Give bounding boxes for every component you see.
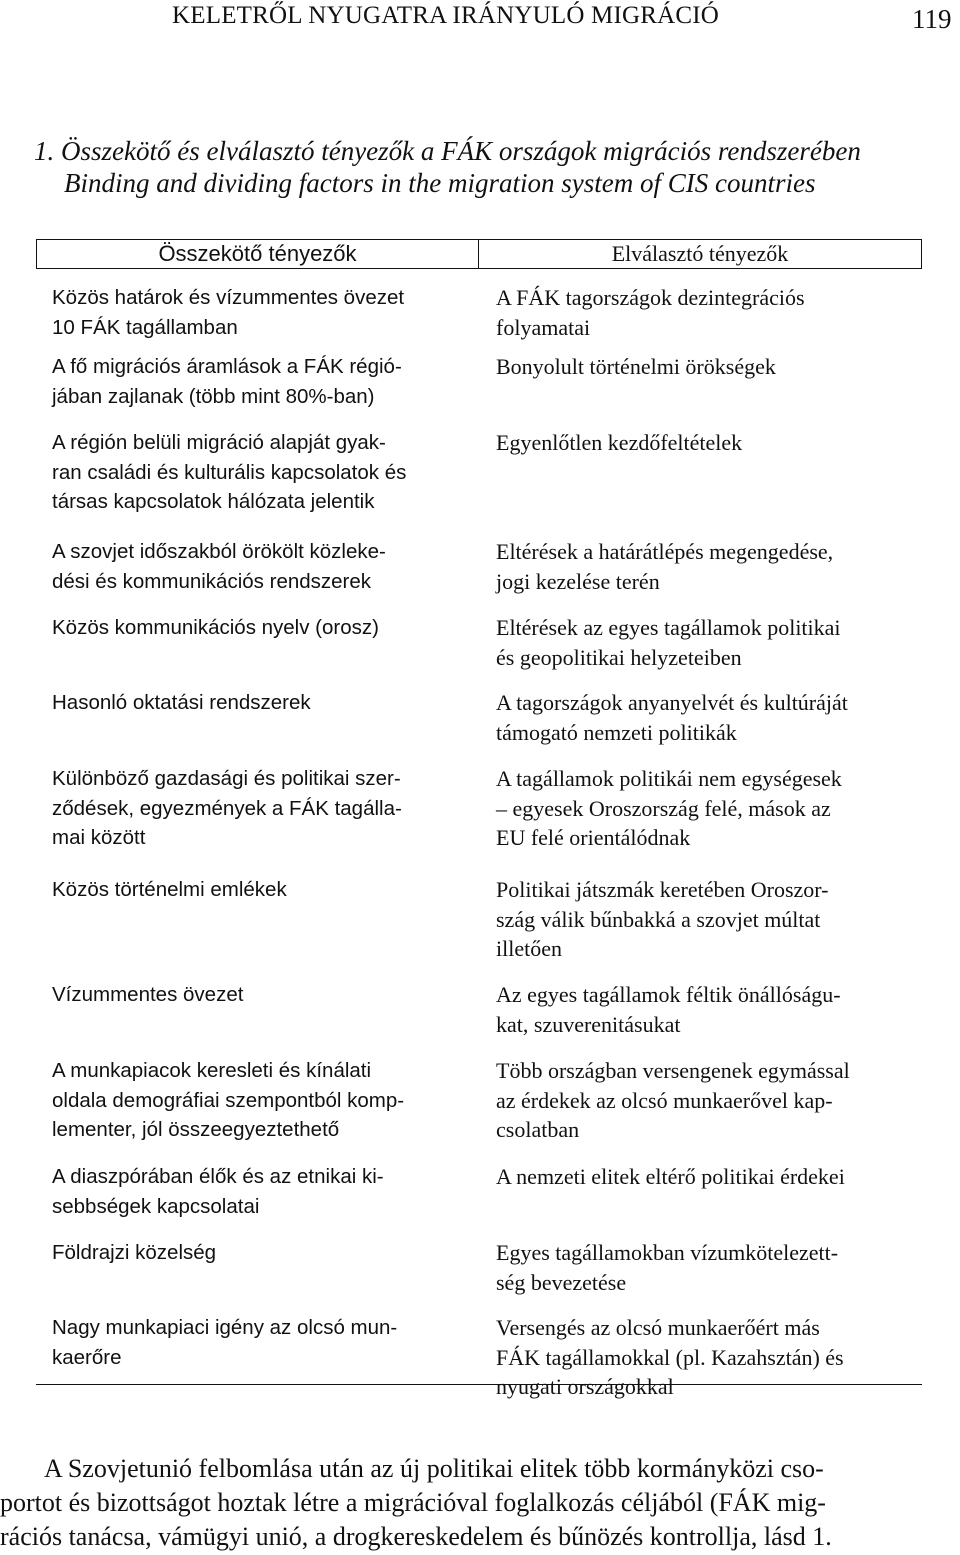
page-header [0, 0, 960, 40]
binding-factor-cell [52, 1313, 397, 1372]
dividing-factor-cell-line: az érdekek az olcsó munkaerővel kap- [496, 1087, 833, 1113]
binding-factor-cell-line: oldala demográfiai szempontból komp- [52, 1088, 405, 1112]
binding-factor-cell-line: társas kapcsolatok hálózata jelentik [52, 490, 375, 513]
binding-factor-cell-line: Közös kommunikációs nyelv (orosz) [52, 616, 379, 639]
dividing-factor-cell [496, 764, 842, 853]
dividing-factor-cell-line: Egyes tagállamokban vízumkötelezett- [496, 1240, 839, 1265]
binding-factor-cell [52, 537, 386, 596]
caption-english: Binding and dividing factors in the migration system of CIS countries [64, 168, 816, 198]
binding-factor-cell [52, 980, 243, 1010]
binding-factor-cell [52, 428, 406, 517]
binding-factor-cell-line: Közös történelmi emlékek [52, 878, 287, 901]
dividing-factor-cell-line: Egyenlőtlen kezdőfeltételek [496, 430, 743, 455]
binding-factor-cell [52, 1056, 404, 1145]
binding-factor-cell-line: mai között [52, 826, 146, 849]
dividing-factor-cell-line: és geopolitikai helyzeteiben [496, 644, 742, 670]
binding-factor-cell-line: A munkapiacok keresleti és kínálati [52, 1059, 372, 1082]
dividing-factor-cell-line: Eltérések a határátlépés megengedése, [496, 539, 834, 564]
binding-factor-cell [52, 1238, 216, 1268]
dividing-factor-cell-line: A nemzeti elitek eltérő politikai érdekei [496, 1164, 845, 1189]
dividing-factor-cell [496, 537, 833, 596]
paragraph-line: portot és bizottságot hoztak létre a migrációval foglalkozás céljából (FÁK mig- [0, 1488, 826, 1517]
paragraph-line: A Szovjetunió felbomlása után az új politikai elitek több kormányközi cso- [44, 1454, 824, 1483]
binding-factor-cell [52, 283, 404, 342]
binding-factor-cell-line: Közös határok és vízummentes övezet [52, 286, 405, 309]
binding-factor-cell-line: A fő migrációs áramlások a FÁK régió- [52, 355, 402, 378]
binding-factor-cell [52, 764, 402, 853]
binding-factor-cell-line: ződések, egyezmények a FÁK tagálla- [52, 796, 402, 820]
dividing-factor-cell-line: EU felé orientálódnak [496, 825, 691, 850]
dividing-factor-cell-line: ség bevezetése [496, 1269, 627, 1295]
binding-factor-cell [52, 352, 402, 411]
paragraph-line: rációs tanácsa, vámügyi unió, a drogkereskedelem és bűnözés kontrollja, lásd 1. [0, 1522, 832, 1551]
dividing-factor-cell-line: szág válik bűnbakká a szovjet múltat [496, 906, 821, 932]
dividing-factor-cell-line: A tagországok anyanyelvét és kultúráját [496, 690, 848, 715]
dividing-factor-cell-line: illetően [496, 936, 562, 961]
binding-factor-cell-line: jában zajlanak (több mint 80%-ban) [52, 384, 375, 408]
binding-factor-cell-line: Földrajzi közelség [52, 1241, 217, 1264]
binding-factor-cell-line: Nagy munkapiaci igény az olcsó mun- [52, 1316, 398, 1339]
dividing-factor-cell [496, 1162, 845, 1192]
dividing-factor-cell-line: FÁK tagállamokkal (pl. Kazahsztán) és [496, 1344, 844, 1370]
dividing-factor-cell-line: Bonyolult történelmi örökségek [496, 354, 776, 379]
dividing-factor-cell-line: Az egyes tagállamok féltik önállóságu- [496, 982, 841, 1007]
binding-factor-cell-line: dési és kommunikációs rendszerek [52, 569, 372, 593]
table-caption [34, 135, 954, 199]
page-number: 119 [912, 4, 952, 34]
dividing-factor-cell-line: kat, szuverenitásukat [496, 1011, 681, 1037]
binding-factor-cell-line: kaerőre [52, 1345, 122, 1369]
dividing-factor-cell-line: csolatban [496, 1117, 580, 1142]
binding-factor-cell-line: Különböző gazdasági és politikai szer- [52, 767, 401, 790]
header-binding-factors: Összekötő tényezők [36, 239, 479, 269]
dividing-factor-cell [496, 875, 829, 964]
binding-factor-cell [52, 875, 287, 905]
dividing-factor-cell-line: folyamatai [496, 314, 591, 340]
dividing-factor-cell [496, 980, 841, 1039]
dividing-factor-cell [496, 1056, 850, 1145]
binding-factor-cell-line: 10 FÁK tagállamban [52, 315, 238, 339]
dividing-factor-cell-line: Politikai játszmák keretében Oroszor- [496, 877, 829, 902]
dividing-factor-cell [496, 1238, 838, 1297]
binding-factor-cell-line: lementer, jól összeegyeztethető [52, 1118, 340, 1141]
dividing-factor-cell-line: – egyesek Oroszország felé, mások az [496, 795, 831, 821]
binding-factor-cell [52, 613, 379, 643]
body-paragraph [0, 1452, 960, 1554]
dividing-factor-cell-line: A FÁK tagországok dezintegrációs [496, 285, 805, 310]
dividing-factor-cell-line: Versengés az olcsó munkaerőért más [496, 1315, 820, 1340]
dividing-factor-cell [496, 1313, 844, 1402]
dividing-factor-cell-line: Eltérések az egyes tagállamok politikai [496, 615, 841, 640]
binding-factor-cell [52, 688, 311, 718]
dividing-factor-cell-line: Több országban versengenek egymással [496, 1058, 850, 1083]
dividing-factor-cell [496, 352, 776, 382]
binding-factor-cell-line: A diaszpórában élők és az etnikai ki- [52, 1165, 384, 1188]
binding-factor-cell-line: A szovjet időszakból örökölt közleke- [52, 540, 386, 563]
binding-factor-cell-line: Vízummentes övezet [52, 983, 244, 1006]
dividing-factor-cell [496, 283, 805, 342]
binding-factor-cell-line: sebbségek kapcsolatai [52, 1194, 260, 1218]
dividing-factor-cell-line: támogató nemzeti politikák [496, 719, 737, 745]
binding-factor-cell-line: ran családi és kulturális kapcsolatok és [52, 460, 407, 484]
dividing-factor-cell-line: A tagállamok politikái nem egységesek [496, 766, 842, 791]
binding-factor-cell-line: Hasonló oktatási rendszerek [52, 691, 311, 714]
running-title: KELETRŐL NYUGATRA IRÁNYULÓ MIGRÁCIÓ [172, 2, 720, 29]
dividing-factor-cell [496, 688, 848, 747]
dividing-factor-cell-line: nyugati országokkal [496, 1374, 674, 1399]
dividing-factor-cell-line: jogi kezelése terén [496, 568, 660, 594]
table-header-row [36, 239, 922, 269]
dividing-factor-cell [496, 428, 742, 458]
binding-factor-cell-line: A régión belüli migráció alapját gyak- [52, 431, 386, 454]
factors-table [36, 239, 922, 1399]
dividing-factor-cell [496, 613, 841, 672]
binding-factor-cell [52, 1162, 384, 1221]
caption-hungarian: 1. Összekötő és elválasztó tényezők a FÁK országok migrációs rendszerében [34, 136, 861, 166]
header-dividing-factors: Elválasztó tényezők [479, 239, 922, 269]
